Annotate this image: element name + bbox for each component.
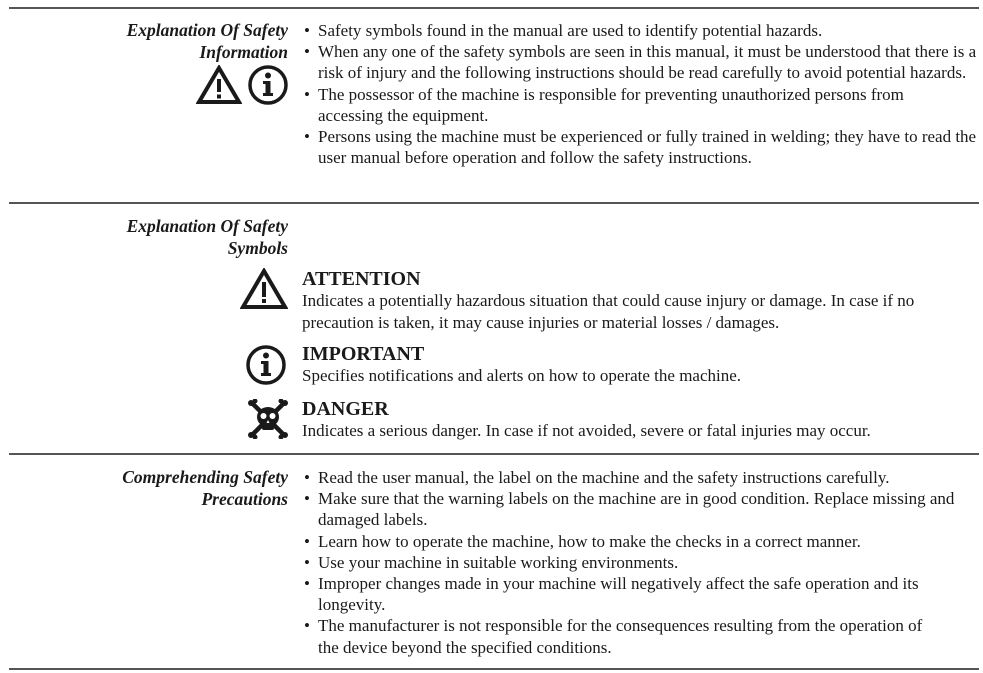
list-item: • Read the user manual, the label on the machine and the safety instructions carefully. (302, 467, 982, 488)
label-line: Explanation Of Safety (126, 20, 288, 40)
section-divider (9, 453, 979, 455)
skull-crossbones-icon (247, 399, 289, 439)
safety-information-list (302, 20, 982, 168)
label-line: Comprehending Safety (122, 467, 288, 487)
section-label (0, 216, 288, 259)
list-item: • Persons using the machine must be experienced or fully trained in welding; they have to read the user manual before operation and follow the safety instructions. (302, 126, 982, 168)
label-line: Precautions (201, 488, 288, 509)
label-line: Explanation Of Safety (126, 216, 288, 236)
label-line: Information (199, 41, 288, 62)
list-item: • The possessor of the machine is responsible for preventing unauthorized persons from accessing the equipment. (302, 84, 982, 126)
top-rule (9, 7, 979, 9)
info-circle-icon (245, 344, 287, 386)
list-item: • When any one of the safety symbols are seen in this manual, it must be understood that there is a risk of injury and the following instructions should be read carefully to avoid potential hazards. (302, 41, 982, 83)
bottom-rule (9, 668, 979, 670)
symbol-description: Indicates a potentially hazardous situation that could cause injury or damage. In case if no precaution is taken, it may cause injuries or material losses / damages. (302, 291, 915, 332)
list-item: • Safety symbols found in the manual are used to identify potential hazards. (302, 20, 982, 41)
warning-triangle-icon (196, 65, 242, 105)
safety-precautions-list (302, 467, 982, 658)
list-item: • Make sure that the warning labels on the machine are in good condition. Replace missing and damaged labels. (302, 488, 982, 530)
section-label (0, 20, 288, 63)
warning-triangle-icon (240, 268, 288, 310)
section-divider (9, 202, 979, 204)
symbol-title: ATTENTION (302, 268, 421, 290)
info-circle-icon (247, 64, 289, 106)
label-line: Symbols (227, 237, 288, 258)
list-item: • The manufacturer is not responsible for the consequences resulting from the operation of the device beyond the specified conditions. (302, 615, 982, 657)
symbol-description: Indicates a serious danger. In case if not avoided, severe or fatal injuries may occur. (302, 421, 871, 440)
symbol-title: DANGER (302, 398, 389, 420)
section-label (0, 467, 288, 510)
symbol-title: IMPORTANT (302, 343, 425, 365)
list-item: • Learn how to operate the machine, how to make the checks in a correct manner. (302, 531, 982, 552)
symbol-description: Specifies notifications and alerts on how to operate the machine. (302, 366, 742, 385)
list-item: • Improper changes made in your machine will negatively affect the safe operation and its longevity. (302, 573, 982, 615)
list-item: • Use your machine in suitable working environments. (302, 552, 982, 573)
